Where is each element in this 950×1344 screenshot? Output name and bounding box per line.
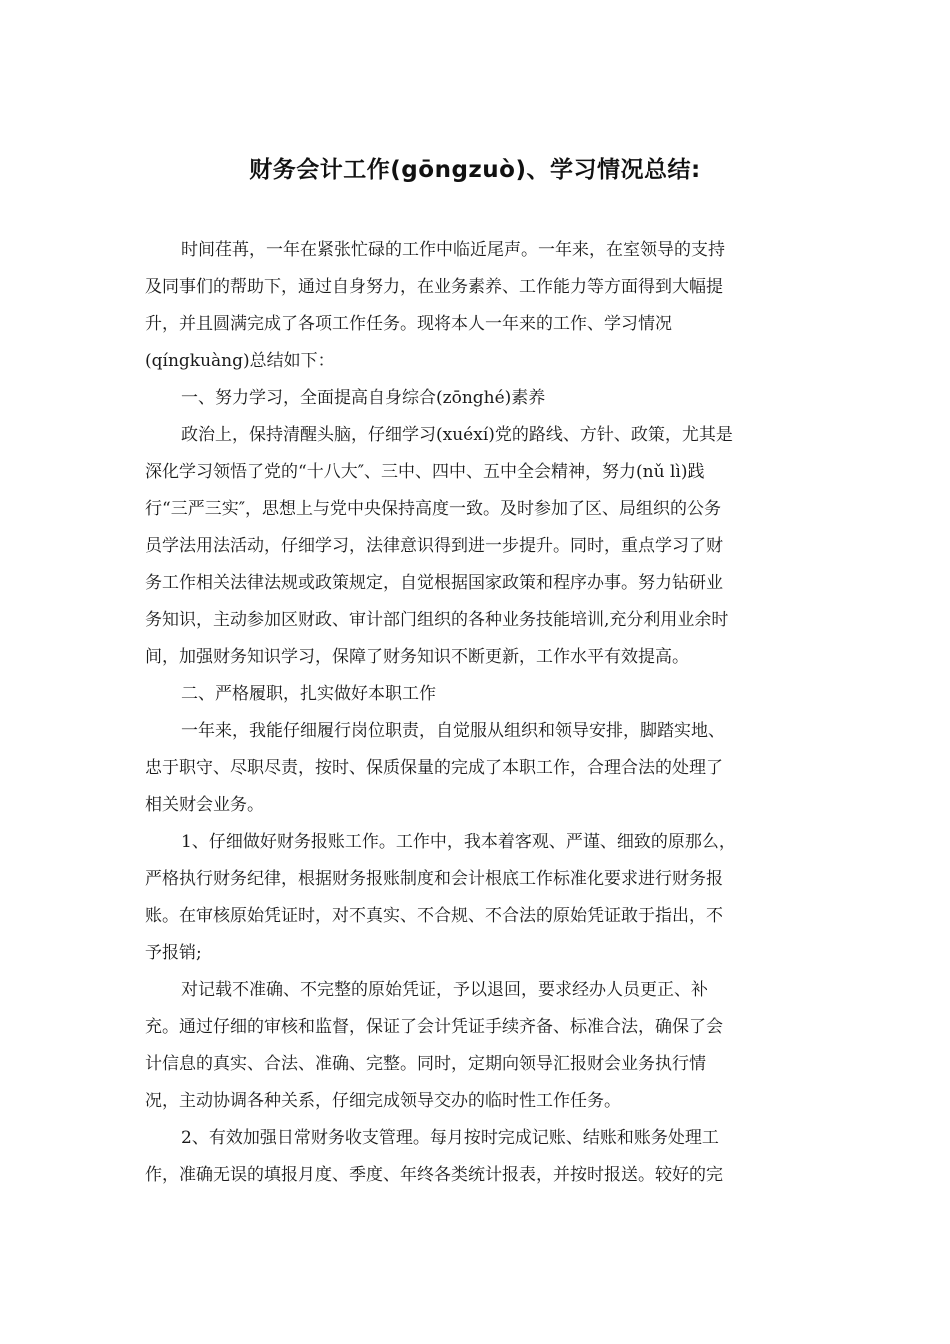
text-line: 计信息的真实、合法、准确、完整。同时，定期向领导汇报财会业务执行情 — [145, 1054, 706, 1074]
text-line: 予报销; — [145, 943, 202, 963]
text-line: 深化学习领悟了党的“十八大″、三中、四中、五中全会精神，努力(nǔ lì)践 — [145, 462, 705, 482]
document-body — [145, 232, 813, 1194]
text-line: 二、严格履职，扎实做好本职工作 — [181, 684, 436, 704]
text-line: 相关财会业务。 — [145, 795, 264, 815]
text-line: 对记载不准确、不完整的原始凭证，予以退回，要求经办人员更正、补 — [181, 980, 708, 1000]
text-line: 严格执行财务纪律，根据财务报账制度和会计根底工作标准化要求进行财务报 — [145, 869, 723, 889]
text-line: 员学法用法活动，仔细学习，法律意识得到进一步提升。同时，重点学习了财 — [145, 536, 723, 556]
text-line: 1、仔细做好财务报账工作。工作中，我本着客观、严谨、细致的原那么， — [181, 832, 736, 852]
document-title: 财务会计工作(gōngzuò)、学习情况总结: — [249, 157, 701, 183]
text-line: 升，并且圆满完成了各项工作任务。现将本人一年来的工作、学习情况 — [145, 314, 672, 334]
text-line: 行“三严三实″，思想上与党中央保持高度一致。及时参加了区、局组织的公务 — [145, 499, 722, 519]
text-line: 一年来，我能仔细履行岗位职责，自觉服从组织和领导安排，脚踏实地、 — [181, 721, 725, 741]
text-line: 充。通过仔细的审核和监督，保证了会计凭证手续齐备、标准合法，确保了会 — [145, 1017, 723, 1037]
text-line: 一、努力学习，全面提高自身综合(zōnghé)素养 — [181, 388, 546, 408]
text-line: 忠于职守、尽职尽责，按时、保质保量的完成了本职工作，合理合法的处理了 — [145, 758, 723, 778]
text-line: 政治上，保持清醒头脑，仔细学习(xuéxí)党的路线、方针、政策，尤其是 — [181, 425, 733, 445]
text-line: 账。在审核原始凭证时，对不真实、不合规、不合法的原始凭证敢于指出，不 — [145, 906, 723, 926]
text-line: (qíngkuàng)总结如下： — [145, 351, 335, 371]
text-line: 时间荏苒，一年在紧张忙碌的工作中临近尾声。一年来，在室领导的支持 — [181, 240, 725, 260]
text-line: 间，加强财务知识学习，保障了财务知识不断更新，工作水平有效提高。 — [145, 647, 689, 667]
text-line: 务知识，主动参加区财政、审计部门组织的各种业务技能培训,充分利用业余时 — [145, 610, 729, 630]
text-line: 作，准确无误的填报月度、季度、年终各类统计报表，并按时报送。较好的完 — [145, 1165, 723, 1185]
text-line: 务工作相关法律法规或政策规定，自觉根据国家政策和程序办事。努力钻研业 — [145, 573, 723, 593]
text-line: 2、有效加强日常财务收支管理。每月按时完成记账、结账和账务处理工 — [181, 1128, 719, 1148]
text-line: 况，主动协调各种关系，仔细完成领导交办的临时性工作任务。 — [145, 1091, 621, 1111]
text-line: 及同事们的帮助下，通过自身努力，在业务素养、工作能力等方面得到大幅提 — [145, 277, 723, 297]
